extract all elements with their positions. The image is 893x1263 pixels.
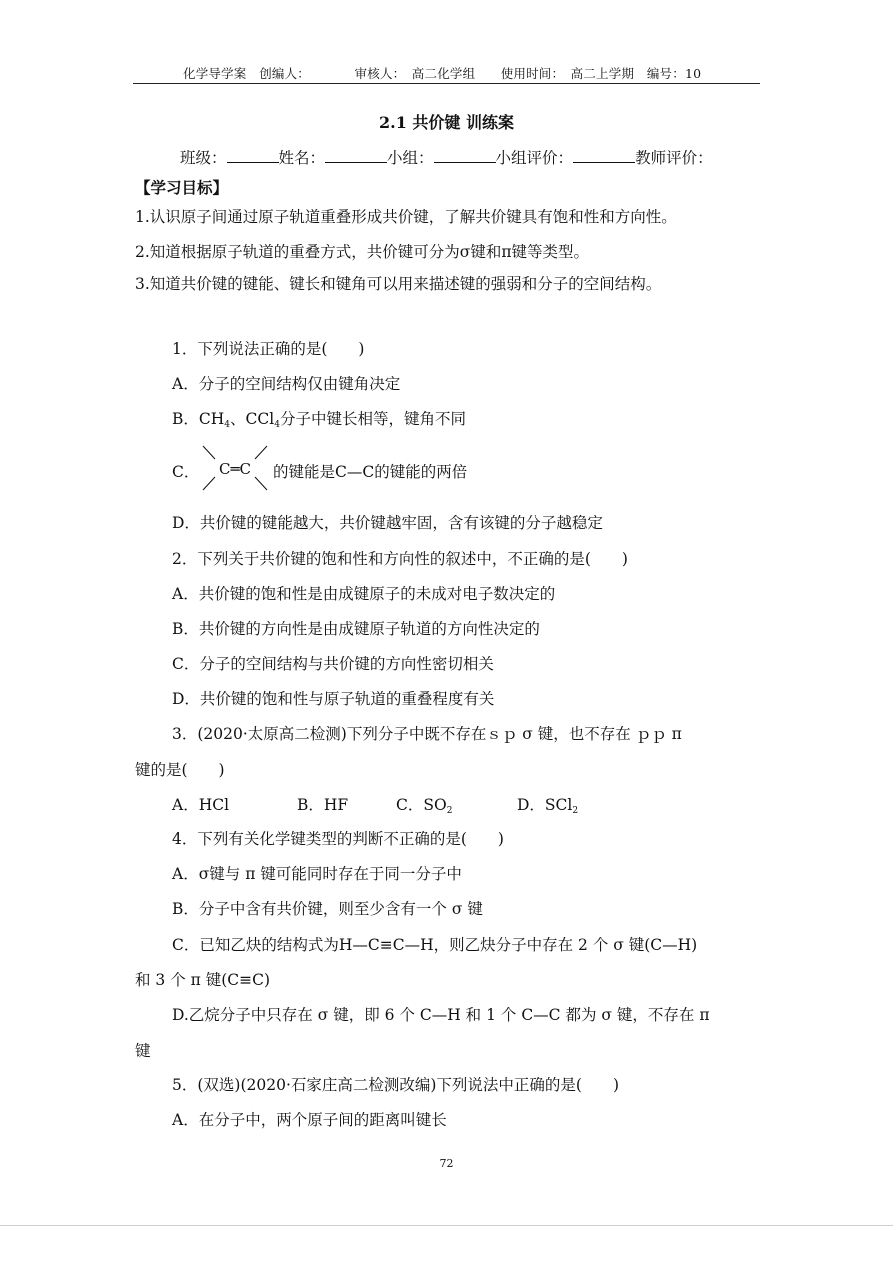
question-4-option-c-continued: 和 3 个 π 键(C≡C) <box>135 971 271 989</box>
option-b-text: 、CCl <box>230 410 275 428</box>
class-blank <box>227 148 279 163</box>
question-1-option-d: D．共价键的键能越大，共价键越牢固，含有该键的分子越稳定 <box>172 514 603 532</box>
question-4-option-d-continued: 键 <box>135 1042 151 1060</box>
option-c-text: C．SO <box>396 796 447 814</box>
question-1-option-b <box>172 407 466 429</box>
name-label: 姓名： <box>278 149 326 167</box>
page-title: 2.1 共价键 训练案 <box>379 113 514 132</box>
page-header: 化学导学案 创编人： 审核人： 高二化学组 使用时间： 高二上学期 编号：10 <box>183 66 702 81</box>
subscript: 4 <box>224 420 231 430</box>
question-3-option-c <box>396 793 452 815</box>
subscript: 2 <box>572 806 579 816</box>
double-bond-formula: C═C <box>219 460 251 478</box>
teacher-eval-label: 教师评价： <box>635 149 713 167</box>
goal-item: 1.认识原子间通过原子轨道重叠形成共价键，了解共价键具有饱和性和方向性。 <box>135 208 677 226</box>
subscript: 4 <box>274 420 280 430</box>
question-3-stem: 3．(2020·太原高二检测)下列分子中既不存在ｓｐ σ 键，也不存在 ｐｐ π <box>172 725 682 743</box>
question-1-stem: 1．下列说法正确的是( ) <box>172 340 365 358</box>
question-4-option-c: C．已知乙炔的结构式为H—C≡C—H，则乙炔分子中存在 2 个 σ 键(C—H) <box>172 936 698 954</box>
group-eval-blank <box>573 148 635 163</box>
question-4-option-d: D.乙烷分子中只存在 σ 键，即 6 个 C—H 和 1 个 C—C 都为 σ 键，不存在 π <box>172 1006 710 1024</box>
question-1-option-c-label: C． <box>172 463 200 481</box>
question-2-option-d: D．共价键的饱和性与原子轨道的重叠程度有关 <box>172 690 495 708</box>
option-d-text: D．SCl <box>517 796 573 814</box>
question-2-option-b: B．共价键的方向性是由成键原子轨道的方向性决定的 <box>172 620 540 638</box>
option-b-text: B．CH <box>172 410 225 428</box>
question-4-option-a: A．σ键与 π 键可能同时存在于同一分子中 <box>172 865 462 883</box>
question-2-option-a: A．共价键的饱和性是由成键原子的未成对电子数决定的 <box>172 585 556 603</box>
option-b-text: 分子中键长相等，键角不同 <box>279 410 466 428</box>
group-label: 小组： <box>387 149 434 167</box>
question-1-option-a: A．分子的空间结构仅由键角决定 <box>172 375 401 393</box>
name-blank <box>325 148 387 163</box>
group-blank <box>434 148 496 163</box>
question-3-option-b: B．HF <box>297 796 349 814</box>
question-5-option-a: A．在分子中，两个原子间的距离叫键长 <box>172 1111 447 1129</box>
group-eval-label: 小组评价： <box>495 149 574 167</box>
header-rule <box>133 83 760 84</box>
question-3-option-a: A．HCl <box>172 796 230 814</box>
goal-item: 3.知道共价键的键能、键长和键角可以用来描述键的强弱和分子的空间结构。 <box>135 275 662 293</box>
question-5-stem: 5．(双选)(2020·石家庄高二检测改编)下列说法中正确的是( ) <box>172 1076 620 1094</box>
question-1-option-c-text: 的键能是C—C的键能的两倍 <box>273 463 468 481</box>
student-info-line <box>180 146 713 168</box>
question-4-option-b: B．分子中含有共价键，则至少含有一个 σ 键 <box>172 900 483 918</box>
question-3-option-d <box>517 793 578 815</box>
page-bottom-edge <box>0 1225 893 1226</box>
goals-heading: 【学习目标】 <box>135 178 229 197</box>
class-label: 班级： <box>180 149 227 167</box>
page-number: 72 <box>439 1157 454 1170</box>
goal-item: 2.知道根据原子轨道的重叠方式，共价键可分为σ键和π键等类型。 <box>135 243 590 261</box>
question-4-stem: 4．下列有关化学键类型的判断不正确的是( ) <box>172 830 504 848</box>
question-3-stem-continued: 键的是( ) <box>135 761 225 779</box>
question-2-stem: 2．下列关于共价键的饱和性和方向性的叙述中，不正确的是( ) <box>172 550 628 568</box>
question-2-option-c: C．分子的空间结构与共价键的方向性密切相关 <box>172 655 494 673</box>
carbon-double-bond-structure-icon <box>198 444 272 492</box>
subscript: 2 <box>446 806 453 816</box>
